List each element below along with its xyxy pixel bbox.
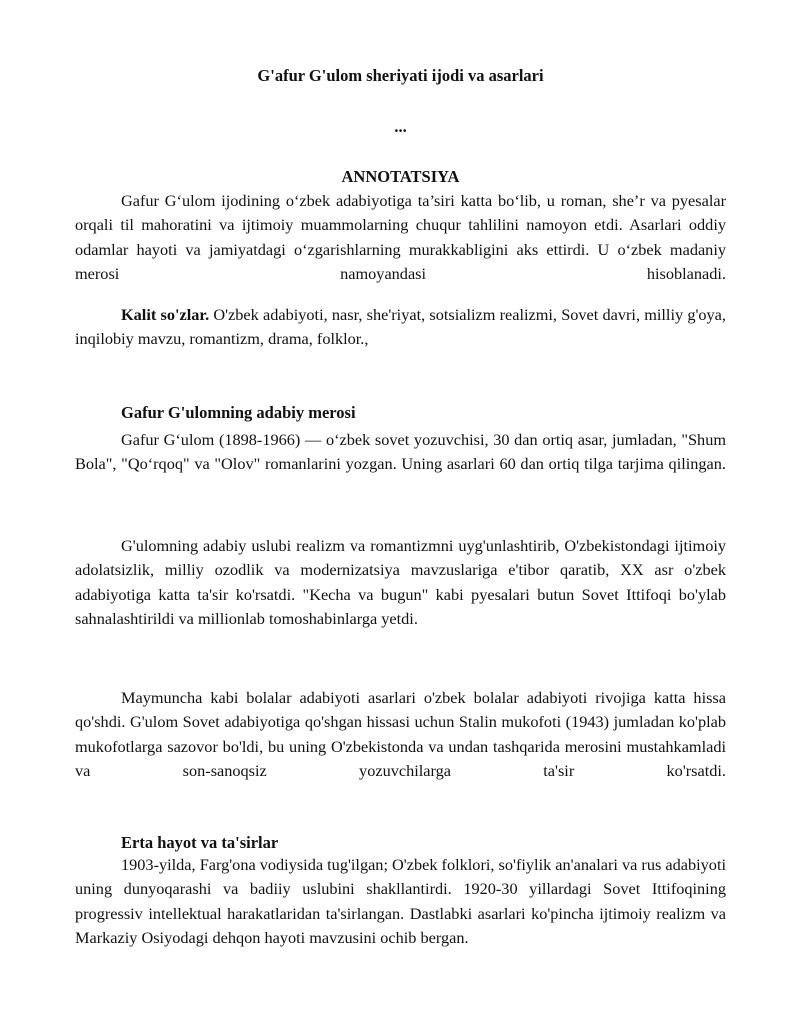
title-ellipsis: ... xyxy=(394,117,407,136)
keywords-paragraph xyxy=(75,303,726,352)
early-life-paragraph: 1903-yilda, Farg'ona vodiysida tug'ilgan; O'zbek folklori, so'fiylik an'analari va rus adabiyoti uning dunyoqarashi va badiiy uslubini shakllantirdi. 1920-30 yillardagi Sovet Ittifoqining progressiv intellektual harakatlaridan ta'sirlangan. Dastlabki asarlari ko'pincha ijtimoiy realizm va Markaziy Osiyodagi dehqon hayoti mavzusini ochib bergan. xyxy=(75,855,726,947)
annotation-paragraph: Gafur G‘ulom ijodining o‘zbek adabiyotiga ta’siri katta bo‘lib, u roman, she’r va pyesalar orqali til mahoratini va ijtimoiy muammolarning chuqur tahlilini namoyon etdi. Asarlari oddiy odamlar hayoti va jamiyatdagi o‘zgarishlarning murakkabligini aks ettirdi. U o‘zbek madaniy merosi namoyandasi hisoblanadi. xyxy=(75,191,726,283)
document-title: G'afur G'ulom sheriyati ijodi va asarlari xyxy=(257,66,544,85)
section-heading-legacy: Gafur G'ulomning adabiy merosi xyxy=(121,403,356,422)
annotation-heading: ANNOTATSIYA xyxy=(341,167,460,186)
keywords-text: O'zbek adabiyoti, nasr, she'riyat, sotsializm realizmi, Sovet davri, milliy g'oya, inqilobiy mavzu, romantizm, drama, folklor., xyxy=(75,305,726,349)
legacy-paragraph-1: Gafur G‘ulom (1898-1966) — o‘zbek sovet yozuvchisi, 30 dan ortiq asar, jumladan, "Shum Bola", "Qo‘rqoq" va "Olov" romanlarini yozgan. Uning asarlari 60 dan ortiq tilga tarjima qilingan. xyxy=(75,430,726,474)
legacy-paragraph-3: Maymuncha kabi bolalar adabiyoti asarlari o'zbek bolalar adabiyoti rivojiga katta hissa qo'shdi. G'ulom Sovet adabiyotiga qo'shgan hissasi uchun Stalin mukofoti (1943) jumladan ko'plab mukofotlarga sazovor bo'ldi, bu uning O'zbekistonda va undan tashqarida merosini mustahkamladi va son-sanoqsiz yozuvchilarga ta'sir ko'rsatdi. xyxy=(75,688,726,780)
keywords-label: Kalit so'zlar. xyxy=(121,305,210,324)
legacy-paragraph-2: G'ulomning adabiy uslubi realizm va romantizmni uyg'unlashtirib, O'zbekistondagi ijtimoiy adolatsizlik, milliy ozodlik va modernizatsiya mavzuslariga e'tibor qaratib, XX asr o'zbek adabiyotiga katta ta'sir ko'rsatdi. "Kecha va bugun" kabi pyesalari butun Sovet Ittifoqi bo'ylab sahnalashtirildi va millionlab tomoshabinlarga yetdi. xyxy=(75,536,726,628)
section-heading-early-life: Erta hayot va ta'sirlar xyxy=(121,833,279,852)
